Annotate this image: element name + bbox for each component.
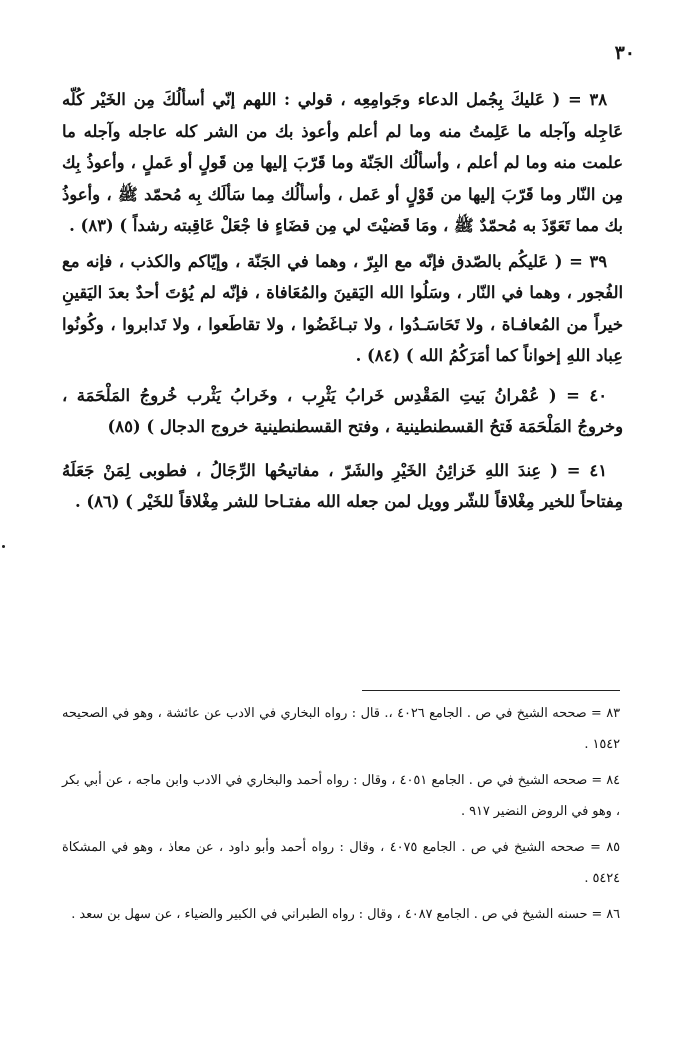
- footnotes: [62, 699, 620, 937]
- footnote-83: ٨٣ = صححه الشيخ في ص . الجامع ٤٠٢٦ ،. قال : رواه البخاري في الادب عن عائشة ، وهو في الصحيحه ١٥٤٢ .: [62, 706, 620, 752]
- hadith-38: ٣٨ = ( عَليكَ بِجُمل الدعاء وجَوامِعِه ، قولي : اللهم إنّي أسألُكَ مِن الخَيْر كُلّه عَاجِله وآجله ما عَلِمتُ منه وما لم أعلم وأعوذ بك من الشر كله عاجله وآجله ما علمت منه وما لم أعلم ، وأسألُك الجَنّة وما قَرّبَ إليها مِن قَولٍ أو عَملٍ ، وأعوذُ بِك مِن النّار وما قَرّبَ إليها من قَوْلٍ أو عَمل ، وأسألُك مِما سَألَك بِه مُحمّد ﷺ ، وأعوذُ بك مما تَعَوّذَ به مُحمّدٌ ﷺ ، ومَا قَضيْتَ لي مِن قضَاءٍ فا جْعَلْ عَاقِبته رشداً ) (٨٣) .: [62, 90, 623, 235]
- footnote-85: ٨٥ = صححه الشيخ في ص . الجامع ٤٠٧٥ ، وقال : رواه أحمد وأبو داود ، عن معاذ ، وهو في المشكاة ٥٤٢٤ .: [62, 840, 620, 886]
- hadith-text-body: [62, 84, 623, 518]
- footnote-separator: [362, 690, 620, 691]
- hadith-41: ٤١ = ( عِندَ اللهِ خَزائِنُ الخَيْرِ والشَرّ ، مفاتيحُها الرِّجَالُ ، فطوبى لِمَنْ جَعَلَهُ مِفتاحاً للخير مِغْلاقاً للشّر وويل لمن جعله الله مفتـاحا للشر مِغْلاقاً للخَيْر ) (٨٦) .: [62, 460, 623, 511]
- hadith-40: ٤٠ = ( عُمْرانُ بَيتِ المَقْدِس خَرابُ يَثْرِب ، وخَرابُ يَثْرب خُروجُ المَلْحَمَة ، وخروجُ المَلْحَمَة فَتحُ القسطنطينية ، وفتح القسطنطينية خروج الدجال ) (٨٥): [62, 385, 623, 436]
- footnote-86: ٨٦ = حسنه الشيخ في ص . الجامع ٤٠٨٧ ، وقال : رواه الطبراني في الكبير والضياء ، عن سهل بن سعد .: [71, 907, 620, 922]
- page-number: ٣٠: [614, 42, 635, 64]
- hadith-39: ٣٩ = ( عَليكُم بالصّدق فإنّه مع البِرّ ، وهما في الجَنّة ، وإيّاكم والكذب ، فإنه مع الفُجور ، وهما في النّار ، وسَلُوا الله اليَقينَ والمُعَافاة ، فإنّه لم يُؤتَ أحدٌ بعدَ اليَقينِ خيراً من المُعافـاة ، ولا تَحَاسَـدُوا ، ولا تبـاغَضُوا ، ولا تقاطَعوا ، ولا تَدابروا ، وكُونُوا عِباد اللهِ إخواناً كما أمَرَكُمُ الله ) (٨٤) .: [62, 251, 623, 365]
- scan-margin-mark: [2, 545, 5, 548]
- footnote-84: ٨٤ = صححه الشيخ في ص . الجامع ٤٠٥١ ، وقال : رواه أحمد والبخاري في الادب وابن ماجه ، عن أبي بكر ، وهو في الروض النضير ٩١٧ .: [62, 773, 620, 819]
